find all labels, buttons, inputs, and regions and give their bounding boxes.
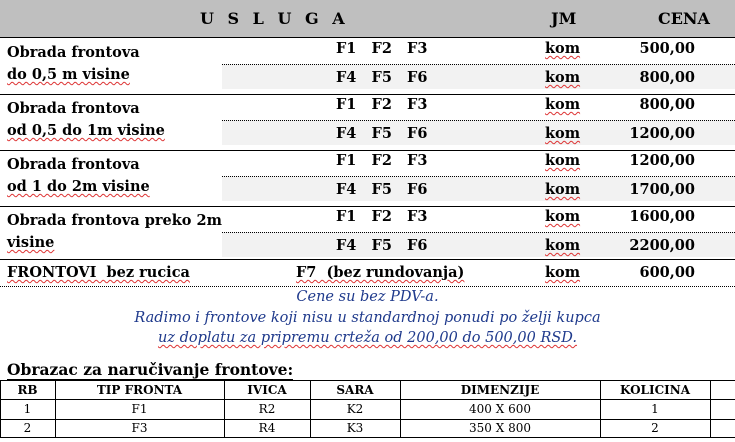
row1-ivica: R2: [258, 402, 276, 416]
codes-2b: F4 F5 F6: [336, 125, 428, 142]
unit-2a: kom: [545, 96, 581, 113]
frontovi-price: 600,00: [639, 264, 695, 281]
order-form-title: Obrazac za naručivanje frontove:: [7, 360, 294, 379]
unit-1a: kom: [545, 40, 581, 57]
note-vat: Cene su bez PDV-a.: [296, 289, 439, 305]
codes-3a: F1 F2 F3: [336, 152, 428, 169]
col-kolicina: KOLICINA: [619, 383, 691, 397]
note-surcharge: uz doplatu za pripremu crteža od 200,00 do 500,00 RSD.: [157, 330, 578, 346]
col-sara: SARA: [336, 383, 374, 397]
header-jm: JM: [551, 9, 577, 28]
codes-4a: F1 F2 F3: [336, 208, 428, 225]
price-1b: 800,00: [639, 69, 695, 86]
price-3a: 1200,00: [629, 152, 695, 169]
price-4a: 1600,00: [629, 208, 695, 225]
row1-tip: F1: [131, 402, 148, 416]
codes-1b: F4 F5 F6: [336, 69, 428, 86]
row1-dimenzije: 400 X 600: [469, 402, 531, 416]
unit-4a: kom: [545, 208, 581, 225]
row2-rb: 2: [23, 421, 32, 435]
group-label-2: Obrada frontova od 0,5 do 1m visine: [7, 100, 165, 139]
col-dimenzije: DIMENZIJE: [460, 383, 540, 397]
price-1a: 500,00: [639, 40, 695, 57]
unit-4b: kom: [545, 237, 581, 254]
price-2b: 1200,00: [629, 125, 695, 142]
row2-dimenzije: 350 X 800: [469, 421, 531, 435]
frontovi-codes: F7 (bez rundovanja): [296, 264, 465, 281]
row1-rb: 1: [23, 402, 32, 416]
col-rb: RB: [17, 383, 38, 397]
codes-3b: F4 F5 F6: [336, 181, 428, 198]
unit-3b: kom: [545, 181, 581, 198]
unit-2b: kom: [545, 125, 581, 142]
price-4b: 2200,00: [629, 237, 695, 254]
row2-ivica: R4: [258, 421, 276, 435]
row1-sara: K2: [346, 402, 364, 416]
col-tip-fronta: TIP FRONTA: [96, 383, 183, 397]
frontovi-label: FRONTOVI bez rucica: [7, 264, 190, 281]
frontovi-unit: kom: [545, 264, 581, 281]
row2-tip: F3: [131, 421, 148, 435]
price-table-header: [0, 0, 735, 37]
row2-sara: K3: [346, 421, 364, 435]
col-ivica: IVICA: [247, 383, 287, 397]
unit-3a: kom: [545, 152, 581, 169]
price-3b: 1700,00: [629, 181, 695, 198]
row1-kolicina: 1: [651, 402, 659, 416]
row2-kolicina: 2: [651, 421, 659, 435]
codes-2a: F1 F2 F3: [336, 96, 428, 113]
note-custom: Radimo i frontove koji nisu u standardnoj ponudi po želji kupca: [134, 310, 601, 326]
group-label-1: Obrada frontova do 0,5 m visine: [7, 44, 140, 83]
unit-1b: kom: [545, 69, 581, 86]
codes-4b: F4 F5 F6: [336, 237, 428, 254]
header-cena: CENA: [658, 9, 710, 28]
group-label-4: Obrada frontova preko 2m visine: [7, 212, 222, 251]
codes-1a: F1 F2 F3: [336, 40, 428, 57]
header-usluga: U S L U G A: [200, 9, 349, 28]
group-label-3: Obrada frontova od 1 do 2m visine: [7, 156, 150, 195]
price-2a: 800,00: [639, 96, 695, 113]
